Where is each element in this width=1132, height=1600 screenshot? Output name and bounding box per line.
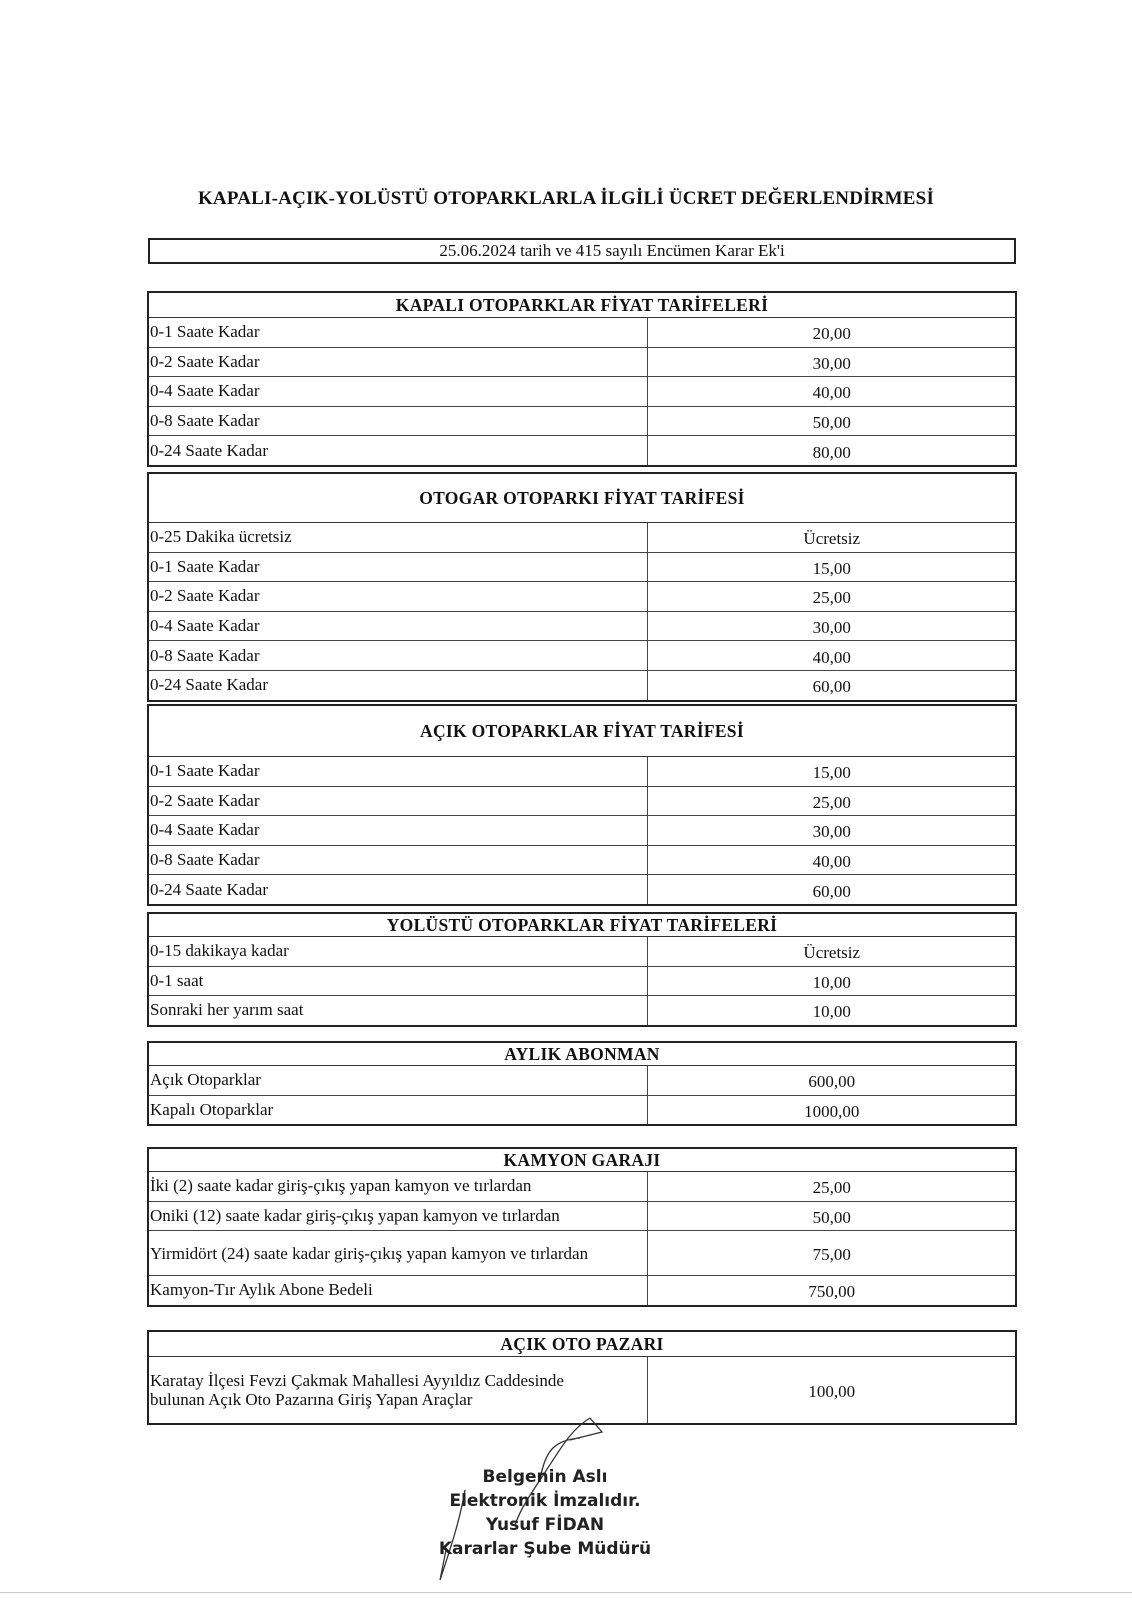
table-row bbox=[148, 966, 1016, 996]
row-label: Sonraki her yarım saat bbox=[148, 996, 647, 1026]
row-label: 0-2 Saate Kadar bbox=[148, 786, 647, 816]
table-row bbox=[148, 1201, 1016, 1231]
table-row bbox=[148, 641, 1016, 671]
row-label: Kapalı Otoparklar bbox=[148, 1095, 647, 1125]
row-value: 25,00 bbox=[647, 1172, 1016, 1202]
row-label: 0-2 Saate Kadar bbox=[148, 347, 647, 377]
row-label: 0-24 Saate Kadar bbox=[148, 875, 647, 905]
section-header: KAPALI OTOPARKLAR FİYAT TARİFELERİ bbox=[148, 292, 1016, 318]
table-row bbox=[148, 582, 1016, 612]
row-label: 0-2 Saate Kadar bbox=[148, 582, 647, 612]
table-row bbox=[148, 1276, 1016, 1306]
tariff-table-kapali bbox=[147, 291, 1017, 467]
row-label: 0-1 Saate Kadar bbox=[148, 552, 647, 582]
row-label: 0-25 Dakika ücretsiz bbox=[148, 523, 647, 553]
table-row bbox=[148, 996, 1016, 1026]
table-row bbox=[148, 670, 1016, 700]
tariff-table-acik bbox=[147, 704, 1017, 906]
row-label: 0-8 Saate Kadar bbox=[148, 406, 647, 436]
row-value: 15,00 bbox=[647, 552, 1016, 582]
row-value: 80,00 bbox=[647, 436, 1016, 466]
table-row bbox=[148, 816, 1016, 846]
row-value: 1000,00 bbox=[647, 1095, 1016, 1125]
row-label: Açık Otoparklar bbox=[148, 1066, 647, 1096]
table-row bbox=[148, 875, 1016, 905]
row-label: Oniki (12) saate kadar giriş-çıkış yapan kamyon ve tırlardan bbox=[148, 1201, 647, 1231]
signature-line-3: Yusuf FİDAN bbox=[485, 1515, 605, 1535]
section-header: OTOGAR OTOPARKI FİYAT TARİFESİ bbox=[148, 473, 1016, 523]
row-value: 50,00 bbox=[647, 406, 1016, 436]
row-value: 15,00 bbox=[647, 757, 1016, 787]
row-value: 40,00 bbox=[647, 845, 1016, 875]
document-title: KAPALI-AÇIK-YOLÜSTÜ OTOPARKLARLA İLGİLİ ÜCRET DEĞERLENDİRMESİ bbox=[197, 188, 935, 209]
row-value: 50,00 bbox=[647, 1201, 1016, 1231]
row-value: 75,00 bbox=[647, 1231, 1016, 1276]
row-value: 600,00 bbox=[647, 1066, 1016, 1096]
row-value: 100,00 bbox=[647, 1357, 1016, 1425]
row-label: Yirmidört (24) saate kadar giriş-çıkış yapan kamyon ve tırlardan bbox=[148, 1231, 647, 1276]
row-value: Ücretsiz bbox=[647, 937, 1016, 967]
row-label: 0-4 Saate Kadar bbox=[148, 611, 647, 641]
signature-line-4: Kararlar Şube Müdürü bbox=[438, 1539, 652, 1559]
tariff-table-yolustu bbox=[147, 912, 1017, 1027]
section-header: YOLÜSTÜ OTOPARKLAR FİYAT TARİFELERİ bbox=[148, 913, 1016, 937]
reference-text: 25.06.2024 tarih ve 415 sayılı Encümen Karar Ek'i bbox=[439, 241, 785, 260]
table-row bbox=[148, 1172, 1016, 1202]
reference-box bbox=[148, 238, 1016, 264]
row-value: 40,00 bbox=[647, 641, 1016, 671]
table-row bbox=[148, 757, 1016, 787]
row-label: 0-24 Saate Kadar bbox=[148, 436, 647, 466]
row-label: 0-4 Saate Kadar bbox=[148, 816, 647, 846]
table-row bbox=[148, 406, 1016, 436]
table-row bbox=[148, 1231, 1016, 1276]
row-value: 750,00 bbox=[647, 1276, 1016, 1306]
row-value: 40,00 bbox=[647, 377, 1016, 407]
table-row bbox=[148, 786, 1016, 816]
row-value: 60,00 bbox=[647, 875, 1016, 905]
page-edge-line bbox=[0, 1592, 1132, 1593]
row-label: Kamyon-Tır Aylık Abone Bedeli bbox=[148, 1276, 647, 1306]
row-value: 20,00 bbox=[647, 318, 1016, 348]
row-label: Karatay İlçesi Fevzi Çakmak Mahallesi Ayyıldız Caddesinde bulunan Açık Oto Pazarına Giriş Yapan Araçlar bbox=[148, 1357, 647, 1425]
row-label: 0-1 saat bbox=[148, 966, 647, 996]
signature-line-2: Elektronik İmzalıdır. bbox=[449, 1491, 641, 1511]
section-header: AYLIK ABONMAN bbox=[148, 1042, 1016, 1066]
table-row bbox=[148, 318, 1016, 348]
row-label: 0-1 Saate Kadar bbox=[148, 318, 647, 348]
section-header: AÇIK OTOPARKLAR FİYAT TARİFESİ bbox=[148, 705, 1016, 757]
table-row bbox=[148, 523, 1016, 553]
section-header: AÇIK OTO PAZARI bbox=[148, 1331, 1016, 1357]
table-row bbox=[148, 845, 1016, 875]
row-label: 0-4 Saate Kadar bbox=[148, 377, 647, 407]
row-value: 30,00 bbox=[647, 347, 1016, 377]
table-row bbox=[148, 552, 1016, 582]
table-row bbox=[148, 611, 1016, 641]
row-label: 0-8 Saate Kadar bbox=[148, 641, 647, 671]
row-label: 0-8 Saate Kadar bbox=[148, 845, 647, 875]
row-value: 25,00 bbox=[647, 582, 1016, 612]
table-row bbox=[148, 436, 1016, 466]
row-value: 60,00 bbox=[647, 670, 1016, 700]
tariff-table-kamyon bbox=[147, 1147, 1017, 1307]
signature-stamp bbox=[420, 1410, 680, 1590]
signature-text bbox=[420, 1465, 670, 1561]
row-value: Ücretsiz bbox=[647, 523, 1016, 553]
row-value: 10,00 bbox=[647, 966, 1016, 996]
row-value: 10,00 bbox=[647, 996, 1016, 1026]
row-label: 0-1 Saate Kadar bbox=[148, 757, 647, 787]
table-row bbox=[148, 1095, 1016, 1125]
row-label: 0-24 Saate Kadar bbox=[148, 670, 647, 700]
section-header: KAMYON GARAJI bbox=[148, 1148, 1016, 1172]
table-row bbox=[148, 937, 1016, 967]
table-row bbox=[148, 1066, 1016, 1096]
tariff-table-abonman bbox=[147, 1041, 1017, 1126]
tariff-table-otogar bbox=[147, 472, 1017, 702]
row-label: İki (2) saate kadar giriş-çıkış yapan kamyon ve tırlardan bbox=[148, 1172, 647, 1202]
table-row bbox=[148, 347, 1016, 377]
row-label: 0-15 dakikaya kadar bbox=[148, 937, 647, 967]
table-row bbox=[148, 377, 1016, 407]
signature-line-1: Belgenin Aslı bbox=[482, 1467, 608, 1487]
row-value: 30,00 bbox=[647, 611, 1016, 641]
row-value: 30,00 bbox=[647, 816, 1016, 846]
row-value: 25,00 bbox=[647, 786, 1016, 816]
